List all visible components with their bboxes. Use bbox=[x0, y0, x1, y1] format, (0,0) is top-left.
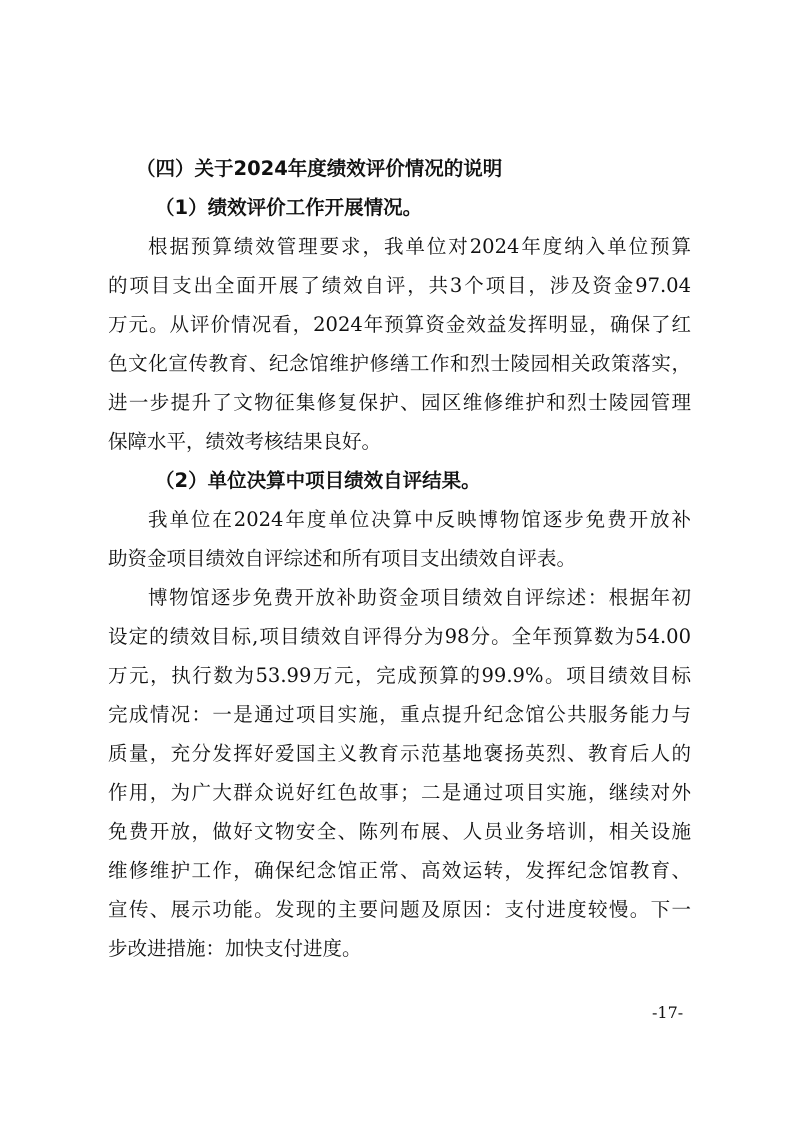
subsection-2-title: （2）单位决算中项目绩效自评结果。 bbox=[155, 469, 481, 492]
text-line: 万元，执行数为53.99万元，完成预算的99.9%。项目绩效目标 bbox=[108, 664, 691, 687]
text-line: 的项目支出全面开展了绩效自评，共3个项目，涉及资金97.04 bbox=[108, 274, 691, 297]
subsection-1-title: （1）绩效评价工作开展情况。 bbox=[155, 196, 423, 219]
text-line: 博物馆逐步免费开放补助资金项目绩效自评综述：根据年初 bbox=[148, 586, 691, 609]
text-line: 根据预算绩效管理要求，我单位对2024年度纳入单位预算 bbox=[148, 235, 691, 258]
text-line: 维修维护工作，确保纪念馆正常、高效运转，发挥纪念馆教育、 bbox=[108, 859, 691, 882]
page-number: -17- bbox=[652, 1003, 684, 1022]
text-line: 进一步提升了文物征集修复保护、园区维修维护和烈士陵园管理 bbox=[108, 391, 691, 414]
text-line: 万元。从评价情况看，2024年预算资金效益发挥明显，确保了红 bbox=[108, 313, 691, 336]
text-line: 宣传、展示功能。发现的主要问题及原因：支付进度较慢。下一 bbox=[108, 898, 691, 921]
text-line: 保障水平，绩效考核结果良好。 bbox=[108, 430, 382, 453]
text-line: 设定的绩效目标,项目绩效自评得分为98分。全年预算数为54.00 bbox=[108, 625, 691, 648]
text-line: 作用，为广大群众说好红色故事；二是通过项目实施，继续对外 bbox=[108, 781, 691, 804]
text-line: 步改进措施：加快支付进度。 bbox=[108, 937, 362, 960]
section-heading: （四）关于2024年度绩效评价情况的说明 bbox=[136, 157, 503, 180]
text-line: 完成情况：一是通过项目实施，重点提升纪念馆公共服务能力与 bbox=[108, 703, 691, 726]
text-line: 免费开放，做好文物安全、陈列布展、人员业务培训，相关设施 bbox=[108, 820, 691, 843]
text-line: 助资金项目绩效自评综述和所有项目支出绩效自评表。 bbox=[108, 547, 577, 570]
text-line: 质量，充分发挥好爱国主义教育示范基地褒扬英烈、教育后人的 bbox=[108, 742, 691, 765]
text-line: 我单位在2024年度单位决算中反映博物馆逐步免费开放补 bbox=[148, 508, 691, 531]
text-line: 色文化宣传教育、纪念馆维护修缮工作和烈士陵园相关政策落实， bbox=[108, 352, 691, 375]
